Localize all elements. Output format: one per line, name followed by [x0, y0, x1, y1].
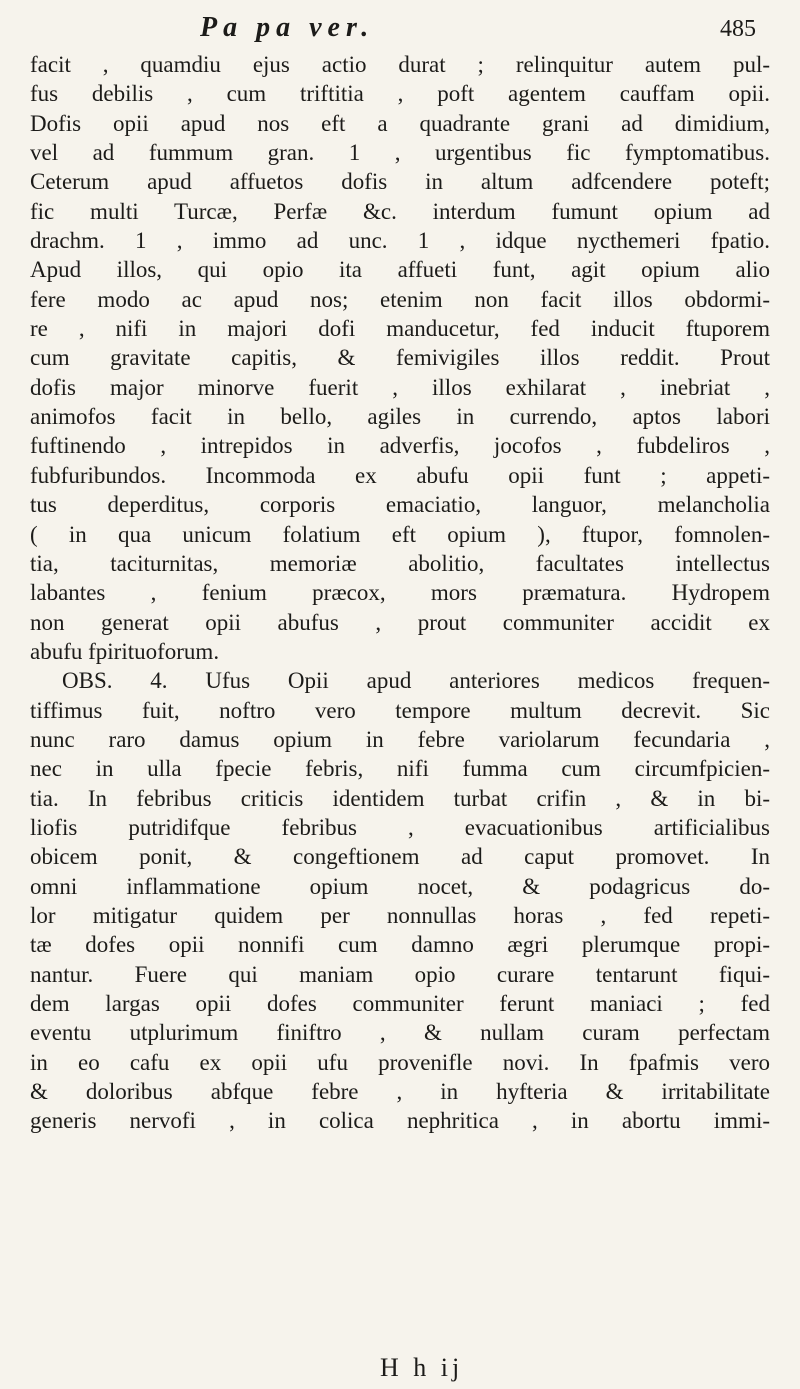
text-line: fus debilis , cum triftitia , poft agentem cauffam opii.	[30, 81, 770, 107]
text-line: Apud illos, qui opio ita affueti funt, agit opium alio	[30, 257, 770, 283]
text-line: cum gravitate capitis, & femivigiles illos reddit. Prout	[30, 345, 770, 371]
text-line: lor mitigatur quidem per nonnullas horas , fed repeti-	[30, 902, 770, 928]
text-line: drachm. 1 , immo ad unc. 1 , idque nycthemeri fpatio.	[30, 228, 770, 254]
text-line: dofis major minorve fuerit , illos exhilarat , inebriat ,	[30, 374, 770, 400]
running-title: Pa pa ver.	[200, 12, 375, 43]
running-head	[0, 8, 800, 52]
page-number: 485	[720, 16, 756, 42]
text-line: animofos facit in bello, agiles in currendo, aptos labori	[30, 404, 770, 430]
body-text	[30, 50, 770, 1136]
text-line: omni inflammatione opium nocet, & podagricus do-	[30, 873, 770, 899]
text-line: Dofis opii apud nos eft a quadrante grani ad dimidium,	[30, 110, 770, 136]
text-line: vel ad fummum gran. 1 , urgentibus fic fymptomatibus.	[30, 140, 770, 166]
text-line: fubfuribundos. Incommoda ex abufu opii funt ; appeti-	[30, 462, 770, 488]
text-line: nec in ulla fpecie febris, nifi fumma cum circumfpicien-	[30, 756, 770, 782]
text-line: ( in qua unicum folatium eft opium ), ftupor, fomnolen-	[30, 521, 770, 547]
text-line: facit , quamdiu ejus actio durat ; relinquitur autem pul-	[30, 52, 770, 77]
text-line: tia, taciturnitas, memoriæ abolitio, facultates intellectus	[30, 550, 770, 576]
text-line: & doloribus abfque febre , in hyfteria & irritabilitate	[30, 1079, 770, 1105]
text-line: nantur. Fuere qui maniam opio curare tentarunt fiqui-	[30, 961, 770, 987]
paragraph-end-line: abufu fpirituoforum.	[30, 638, 220, 664]
text-line: fere modo ac apud nos; etenim non facit illos obdormi-	[30, 286, 770, 312]
text-line: fuftinendo , intrepidos in adverfis, jocofos , fubdeliros ,	[30, 433, 770, 459]
text-line: labantes , fenium præcox, mors præmatura. Hydropem	[30, 580, 770, 606]
text-line: eventu utplurimum finiftro , & nullam curam perfectam	[30, 1020, 770, 1046]
text-line: fic multi Turcæ, Perfæ &c. interdum fumunt opium ad	[30, 198, 770, 224]
text-line: Ceterum apud affuetos dofis in altum adfcendere poteft;	[30, 169, 770, 195]
text-line: nunc raro damus opium in febre variolarum fecundaria ,	[30, 726, 770, 752]
signature-mark: H h ij	[380, 1353, 464, 1382]
text-line: in eo cafu ex opii ufu provenifle novi. In fpafmis vero	[30, 1049, 770, 1075]
text-line: generis nervofi , in colica nephritica , in abortu immi-	[30, 1108, 770, 1134]
signature-row	[0, 1353, 800, 1385]
text-line: obicem ponit, & congeftionem ad caput promovet. In	[30, 844, 770, 870]
text-line: liofis putridifque febribus , evacuationibus artificialibus	[30, 814, 770, 840]
text-line: re , nifi in majori dofi manducetur, fed inducit ftuporem	[30, 316, 770, 342]
text-line: tia. In febribus criticis identidem turbat crifin , & in bi-	[30, 785, 770, 811]
text-line: tiffimus fuit, noftro vero tempore multum decrevit. Sic	[30, 697, 770, 723]
text-line: tus deperditus, corporis emaciatio, languor, melancholia	[30, 492, 770, 518]
text-line: dem largas opii dofes communiter ferunt maniaci ; fed	[30, 991, 770, 1016]
obs-heading-line: OBS. 4. Ufus Opii apud anteriores medicos frequen-	[62, 668, 770, 694]
text-line: non generat opii abufus , prout communiter accidit ex	[30, 609, 770, 635]
text-line: tæ dofes opii nonnifi cum damno ægri plerumque propi-	[30, 932, 770, 958]
